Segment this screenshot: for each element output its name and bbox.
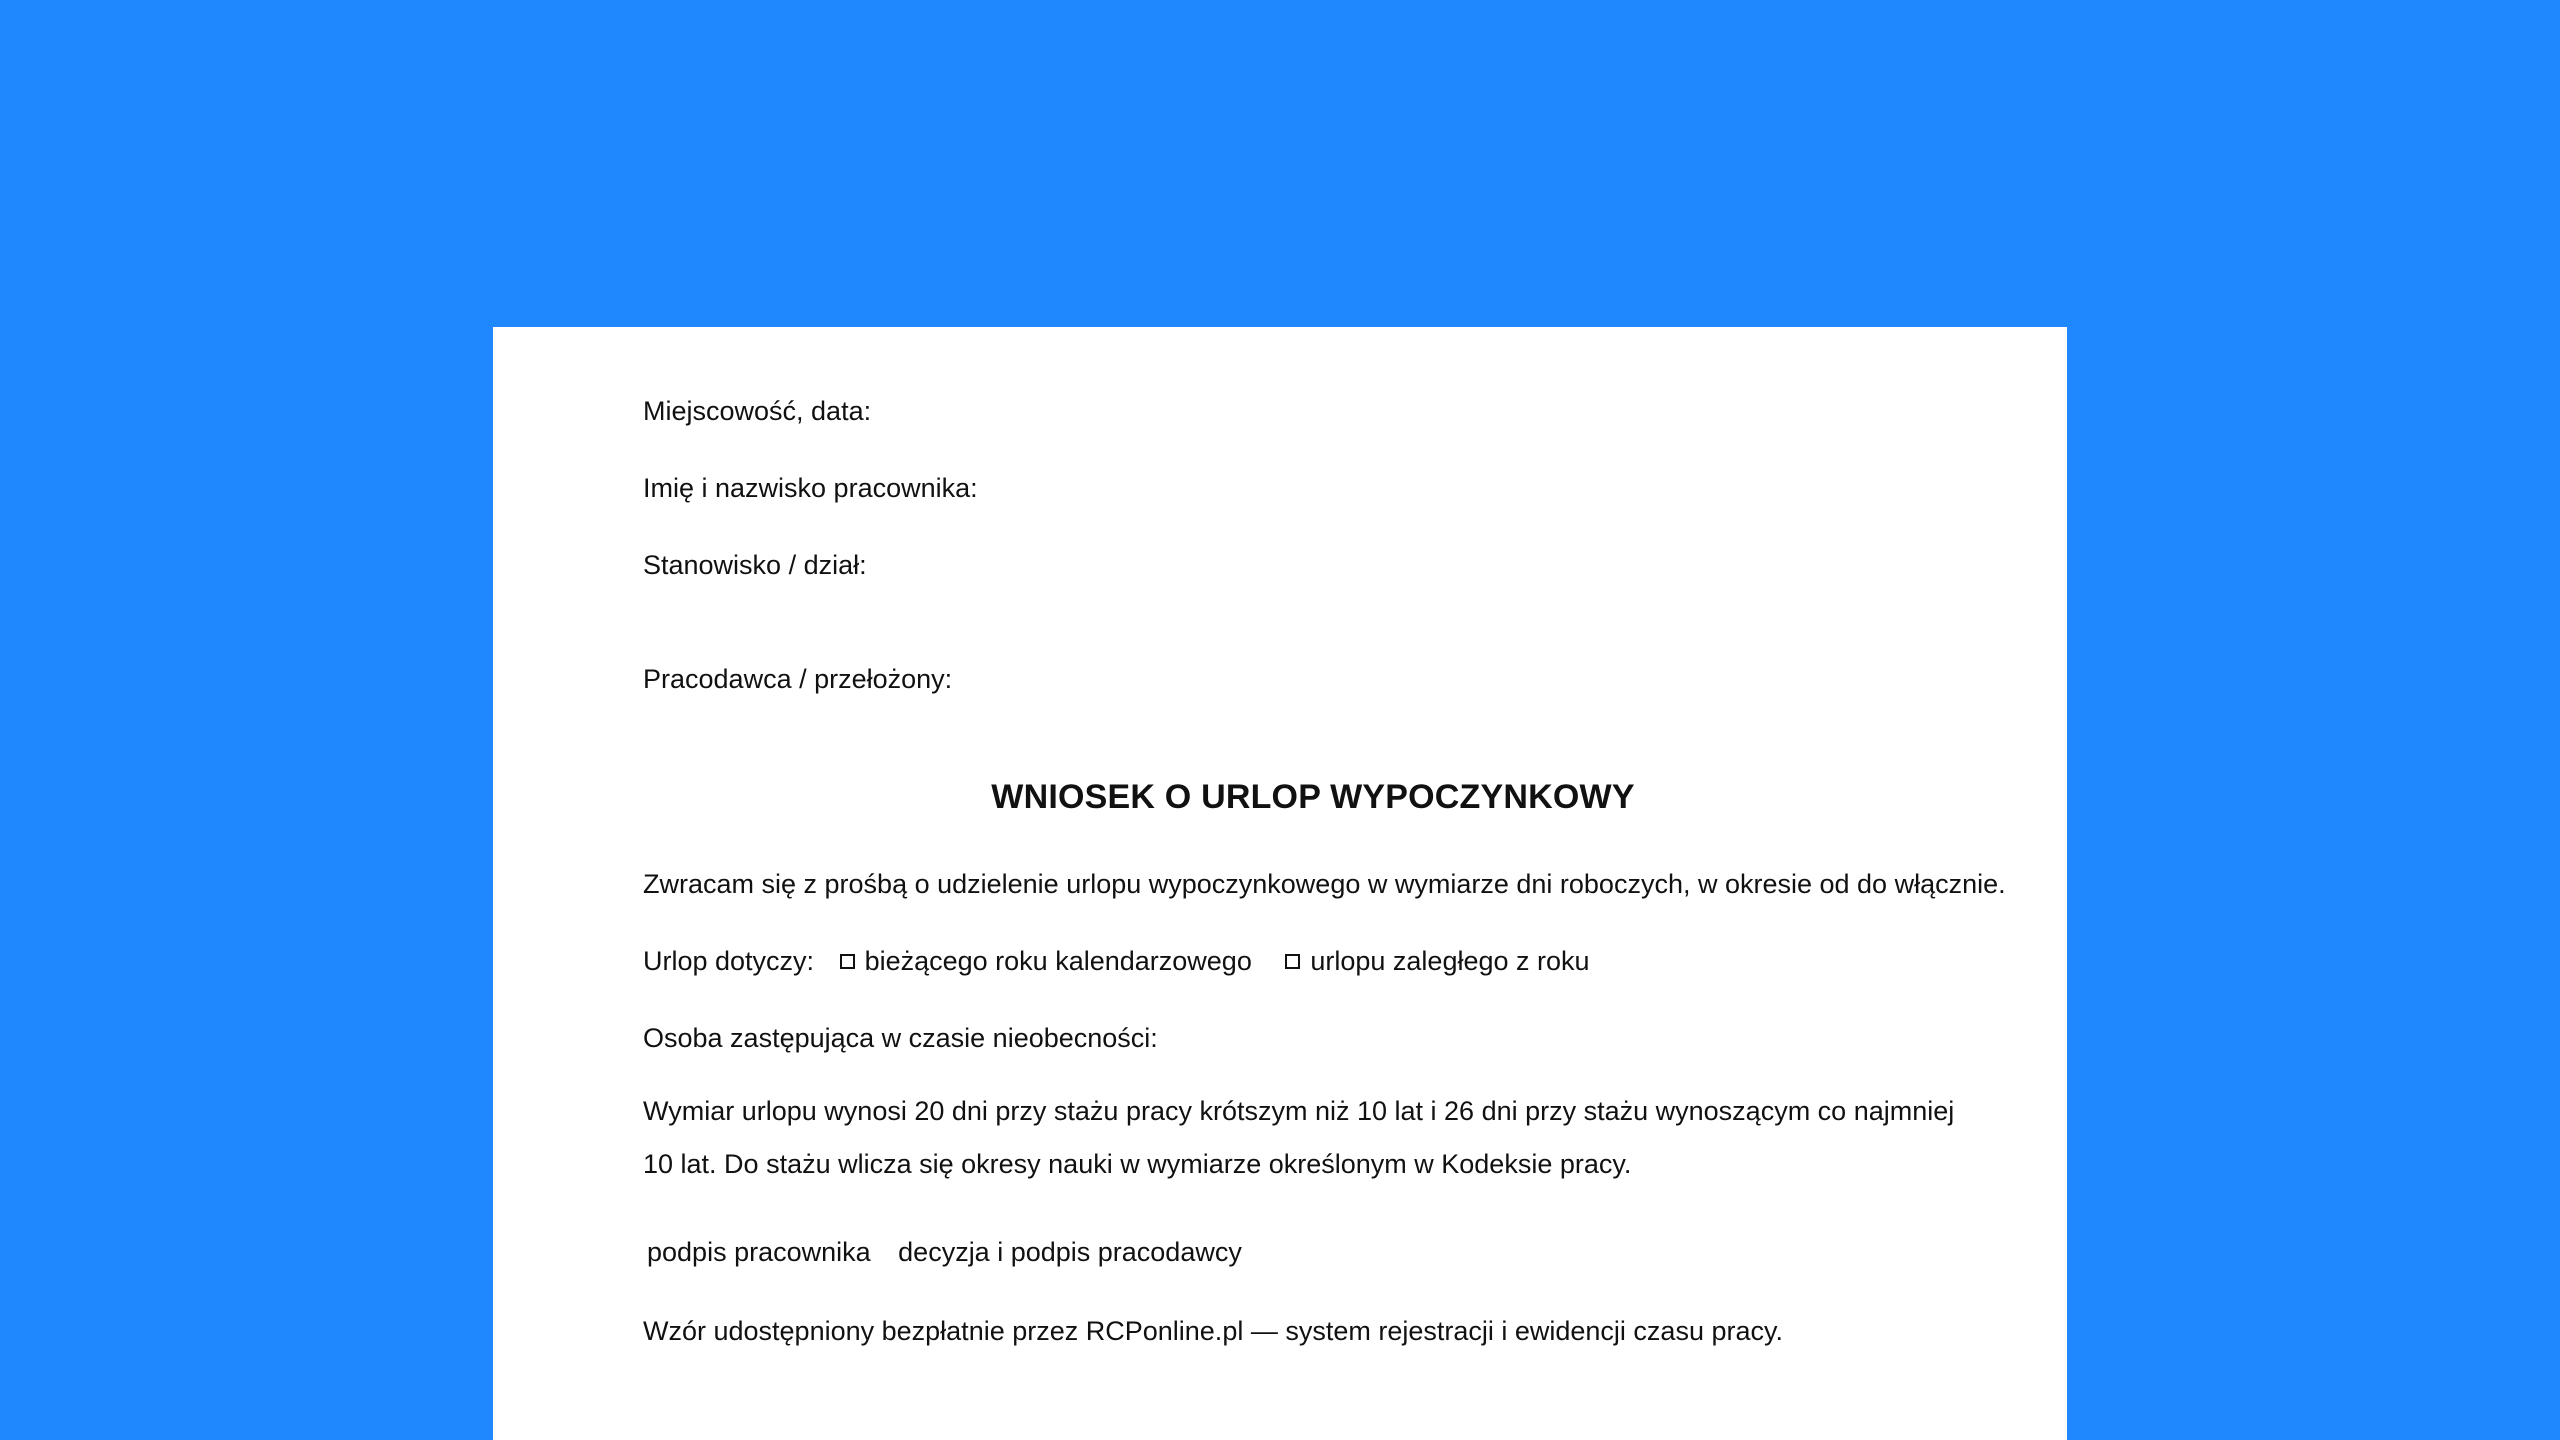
document-page bbox=[493, 327, 2067, 1440]
document-title: WNIOSEK O URLOP WYPOCZYNKOWY bbox=[991, 778, 1635, 816]
option-previous-year-label: urlopu zaległego z roku bbox=[1310, 946, 1590, 976]
checkbox-icon[interactable] bbox=[840, 954, 855, 969]
checkbox-icon[interactable] bbox=[1285, 954, 1300, 969]
employee-name-label: Imię i nazwisko pracownika: bbox=[643, 473, 978, 503]
substitute-label: Osoba zastępująca w czasie nieobecności: bbox=[643, 1023, 1158, 1053]
checkbox-current-year[interactable] bbox=[840, 945, 1252, 977]
leave-info-text: Wymiar urlopu wynosi 20 dni przy stażu pracy krótszym niż 10 lat i 26 dni przy stażu wynoszącym co najmniej 10 lat. Do stażu wlicza się okresy nauki w wymiarze określonym w Kodeksie pracy. bbox=[643, 1096, 1955, 1179]
employer-label: Pracodawca / przełożony: bbox=[643, 664, 953, 694]
place-date-label: Miejscowość, data: bbox=[643, 396, 872, 426]
position-label: Stanowisko / dział: bbox=[643, 550, 867, 580]
signature-row bbox=[647, 1236, 1262, 1268]
employer-decision-signature-label: decyzja i podpis pracodawcy bbox=[898, 1237, 1242, 1267]
footer-note: Wzór udostępniony bezpłatnie przez RCPonline.pl — system rejestracji i ewidencji czasu pracy. bbox=[643, 1316, 1783, 1346]
leave-concerns-row bbox=[643, 945, 1590, 977]
option-current-year-label: bieżącego roku kalendarzowego bbox=[864, 946, 1252, 976]
employee-signature-label: podpis pracownika bbox=[647, 1237, 871, 1267]
checkbox-previous-year[interactable] bbox=[1285, 945, 1589, 977]
request-text: Zwracam się z prośbą o udzielenie urlopu wypoczynkowego w wymiarze dni roboczych, w okresie od do włącznie. bbox=[643, 869, 2006, 899]
leave-concerns-label: Urlop dotyczy: bbox=[643, 946, 815, 976]
